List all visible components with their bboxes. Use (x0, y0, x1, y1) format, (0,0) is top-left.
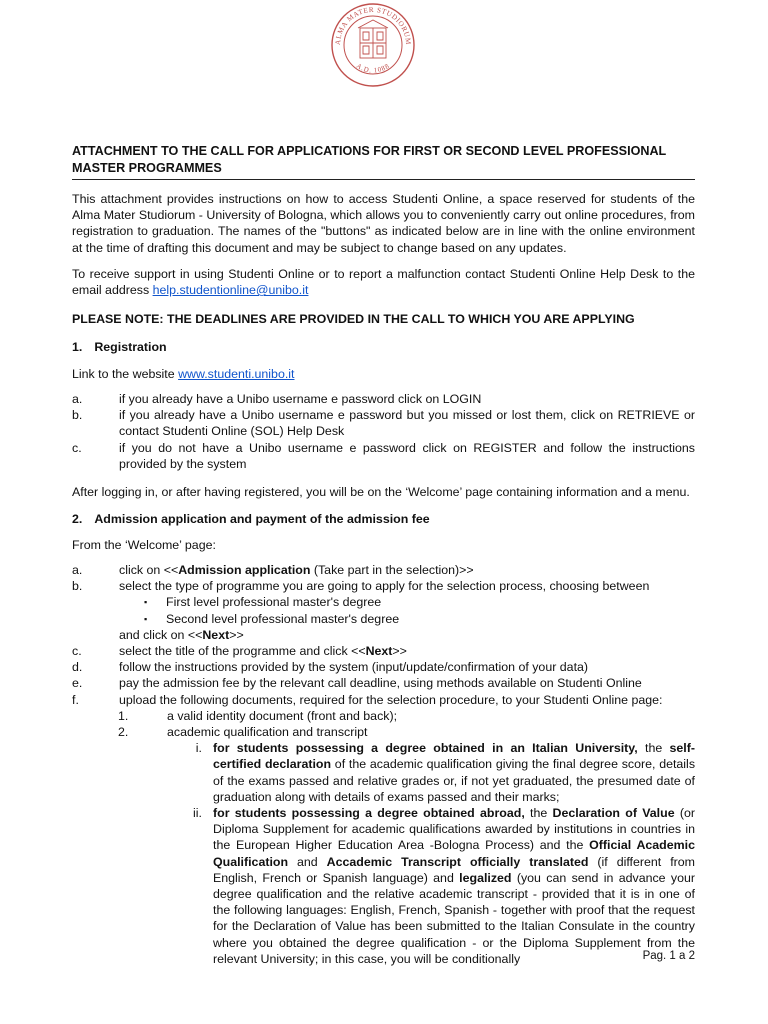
deadline-note: PLEASE NOTE: THE DEADLINES ARE PROVIDED IN THE CALL TO WHICH YOU ARE APPLYING (72, 312, 635, 326)
list-item: i. for students possessing a degree obtained in an Italian University, the self-certified declaration of the academic qualification giving the final degree score, details of the exams passed and relative grades or, if not yet graduated, the presumed date of graduation along with details of exams passed and their marks; (195, 741, 696, 804)
help-desk-email-link[interactable]: help.studentionline@unibo.it (152, 283, 309, 298)
section-2-heading: 2. Admission application and payment of the admission fee (72, 512, 430, 526)
page-number: Pag. 1 a 2 (642, 950, 695, 962)
seal-ring-text-bottom: A.D. 1088 (354, 61, 392, 75)
welcome-page-intro: From the ‘Welcome’ page: (72, 538, 216, 552)
list-item: and click on <<Next>> (119, 627, 244, 642)
document-title: ATTACHMENT TO THE CALL FOR APPLICATIONS FOR FIRST OR SECOND LEVEL PROFESSIONAL MASTER PROGRAMMES (72, 143, 695, 180)
after-login-paragraph: After logging in, or after having registered, you will be on the ‘Welcome’ page containing information and a menu. (72, 485, 690, 499)
list-item: b. if you already have a Unibo username e password but you missed or lost them, click on RETRIEVE or contact Studenti Online (SOL) Help Desk (72, 408, 695, 439)
svg-text:A.D. 1088 (355, 62, 391, 75)
registration-list (72, 391, 695, 472)
studenti-website-link[interactable]: www.studenti.unibo.it (178, 367, 295, 381)
list-item: a. click on <<Admission application (Take part in the selection)>> (72, 563, 474, 577)
list-item: b. select the type of programme you are going to apply for the selection process, choosing between (72, 579, 650, 594)
university-seal-icon (330, 2, 416, 88)
list-item: ii. for students possessing a degree obtained abroad, the Declaration of Value (or Diploma Supplement for academic qualifications awarded by institutions in countries in the European Higher Education Area -Bologna Process) and the Official Academic Qualification and Accademic Transcript officially translated (if different from English, French or Spanish language) and legalized (you can send in advance your degree qualification and the relative academic transcript - provided that it is in one of the following languages: English, French, Spanish - together with proof that the request for the Declaration of Value has been submitted to the Italian Consulate in the country where you obtained the degree qualification - or the Diploma Supplement from the relevant University; in this case, you will be conditionally (193, 806, 695, 966)
list-item: f. upload the following documents, required for the selection procedure, to your Studenti Online page: (72, 692, 663, 707)
intro-paragraph: This attachment provides instructions on how to access Studenti Online, a space reserved for students of the Alma Mater Studiorum - University of Bologna, which allows you to conveniently carry out online procedures, from registration to graduation. The names of the "buttons" as indicated below are in line with the online environment at the time of drafting this document and may be subject to change based on any updates. (72, 192, 695, 255)
list-item: e. pay the admission fee by the relevant call deadline, using methods available on Studenti Online (72, 676, 642, 691)
support-paragraph: To receive support in using Studenti Online or to report a malfunction contact Studenti Online Help Desk to the email address help.studentionline@unibo.it (72, 267, 695, 298)
section-1-heading: 1. Registration (72, 340, 167, 354)
admission-steps-list (72, 562, 695, 967)
list-item: 2. academic qualification and transcript (118, 725, 368, 740)
list-item: a. if you already have a Unibo username e password click on LOGIN (72, 392, 482, 406)
website-link-line: Link to the website www.studenti.unibo.it (72, 367, 295, 381)
list-item: c. select the title of the programme and click <<Next>> (72, 644, 407, 659)
list-item: d. follow the instructions provided by the system (input/update/confirmation of your data) (72, 660, 589, 675)
list-item: ▪ Second level professional master's degree (144, 611, 400, 626)
list-item: 1. a valid identity document (front and back); (118, 708, 398, 723)
seal-ring-text-top: ALMA MATER STUDIORUM (333, 5, 413, 46)
list-item: ▪ First level professional master's degree (144, 595, 382, 610)
list-item: c. if you do not have a Unibo username e password click on REGISTER and follow the instructions provided by the system (72, 440, 695, 471)
